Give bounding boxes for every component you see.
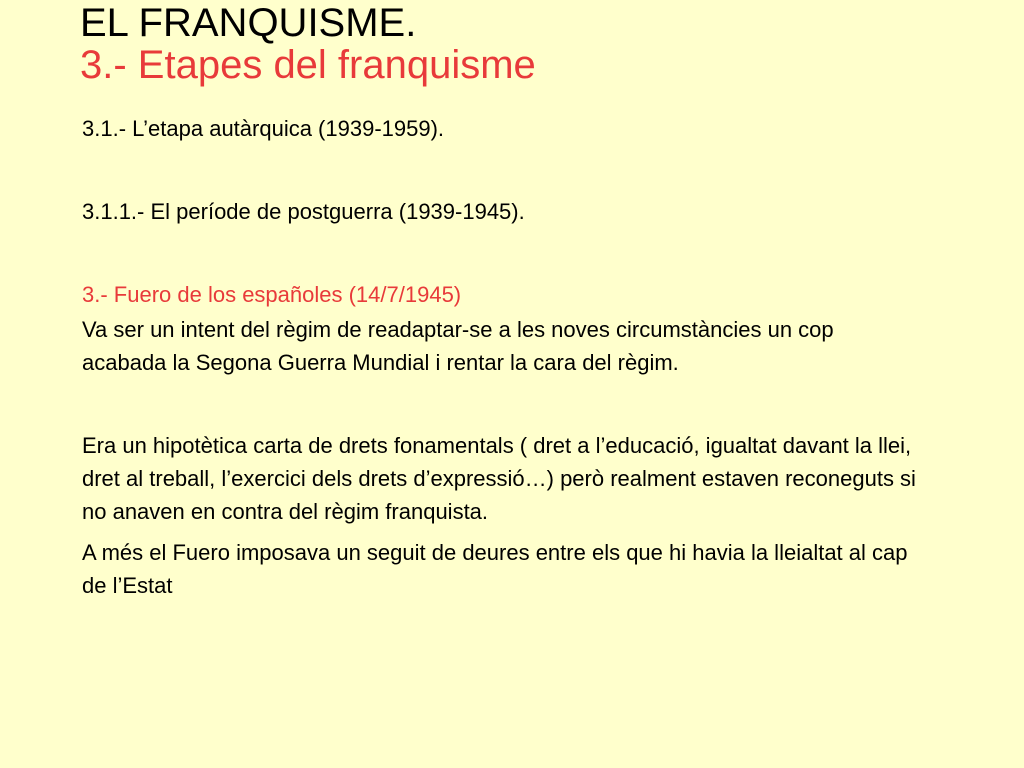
paragraph-readaptar: Va ser un intent del règim de readaptar-se a les noves circumstàncies un cop acabada la Segona Guerra Mundial i rentar la cara del règim. — [82, 317, 834, 375]
slide-title: EL FRANQUISME. — [80, 1, 417, 45]
slide-title-block — [80, 2, 536, 86]
section-heading-autarquic: 3.1.- L’etapa autàrquica (1939-1959). — [82, 116, 445, 141]
slide-subtitle: 3.- Etapes del franquisme — [80, 43, 536, 87]
subsection-heading-postguerra: 3.1.1.- El període de postguerra (1939-1945). — [82, 199, 525, 224]
topic-heading-fuero: 3.- Fuero de los españoles (14/7/1945) — [82, 282, 462, 307]
paragraph-deures: A més el Fuero imposava un seguit de deures entre els que hi havia la lleialtat al cap de l’Estat — [82, 540, 908, 598]
paragraph-drets: Era un hipotètica carta de drets fonamentals ( dret a l’educació, igualtat davant la llei, dret al treball, l’exercici dels drets d’expressió…) però realment estaven reconeguts si no anaven en contra del règim franquista. — [82, 433, 916, 524]
slide-body — [82, 112, 942, 602]
